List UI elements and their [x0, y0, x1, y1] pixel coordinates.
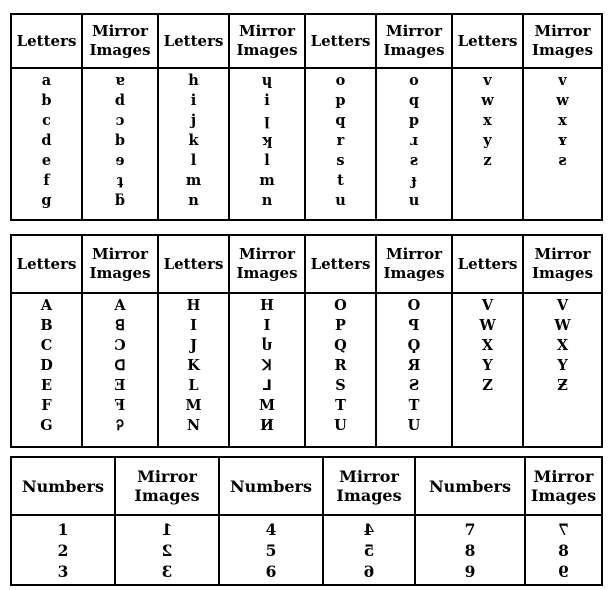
glyph: V: [556, 297, 569, 314]
cell-entry: [524, 316, 601, 336]
cell-entry: [377, 111, 451, 131]
glyph: b: [41, 92, 52, 109]
cell-entry: [230, 151, 304, 171]
glyph: a: [41, 72, 52, 89]
cell-entry: [230, 91, 304, 111]
numbers-column: [415, 515, 525, 585]
glyph: O: [407, 297, 421, 314]
mirror-column: [229, 68, 305, 220]
glyph: ꓷ: [114, 357, 126, 374]
glyph: u: [335, 192, 346, 209]
mirror-images-header: Mirror Images: [115, 457, 219, 515]
letters-header: Letters: [305, 14, 376, 68]
cell-entry: [416, 561, 524, 582]
cell-entry: [526, 561, 601, 582]
glyph: 8: [464, 541, 476, 560]
glyph: b: [114, 132, 126, 149]
cell-entry: [377, 131, 451, 151]
glyph: ⅃: [262, 377, 272, 394]
cell-entry: [12, 396, 81, 416]
cell-entry: [83, 151, 157, 171]
cell-entry: [12, 91, 81, 111]
letters-column: [452, 68, 523, 220]
glyph: H: [186, 297, 201, 314]
letters-column: [11, 293, 82, 447]
letters-header: Letters: [305, 235, 376, 293]
cell-entry: [12, 191, 81, 211]
cell-entry: [230, 191, 304, 211]
cell-entry: [12, 376, 81, 396]
glyph: ʏ: [557, 132, 568, 149]
cell-entry: [83, 191, 157, 211]
glyph: A: [114, 297, 126, 314]
glyph: W: [479, 317, 496, 334]
mirror-column: [523, 293, 602, 447]
numbers-column: [11, 515, 115, 585]
mirror-images-header: Mirror Images: [323, 457, 415, 515]
cell-entry: [306, 316, 375, 336]
mirror-images-header: Mirror Images: [376, 14, 452, 68]
glyph: 9: [464, 562, 476, 581]
cell-entry: [12, 519, 114, 540]
cell-entry: [453, 71, 522, 91]
mirror-images-header: Mirror Images: [525, 457, 602, 515]
cell-entry: [12, 561, 114, 582]
cell-entry: [524, 356, 601, 376]
cell-entry: [453, 91, 522, 111]
cell-entry: [83, 71, 157, 91]
cell-entry: [12, 171, 81, 191]
glyph: 3: [57, 562, 69, 581]
glyph: G: [40, 417, 53, 434]
mirror-column: [525, 515, 602, 585]
glyph: N: [186, 417, 201, 434]
cell-entry: [377, 191, 451, 211]
glyph: d: [41, 132, 52, 149]
glyph: n: [188, 192, 199, 209]
glyph: ƨ: [409, 152, 419, 169]
cell-entry: [377, 151, 451, 171]
cell-entry: [230, 416, 304, 436]
cell-entry: [230, 336, 304, 356]
mirror-images-header: Mirror Images: [82, 14, 158, 68]
glyph: Ϙ: [407, 337, 421, 354]
glyph: M: [258, 397, 276, 414]
glyph: n: [261, 192, 273, 209]
cell-entry: [306, 376, 375, 396]
glyph: ʇ: [116, 172, 124, 189]
letters-column: [158, 293, 229, 447]
glyph: W: [554, 317, 571, 334]
mirrored-glyph: 9: [558, 562, 569, 581]
cell-entry: [377, 316, 451, 336]
glyph: ɹ: [409, 132, 419, 149]
mirrored-glyph: 2: [161, 541, 173, 560]
mirror-column: [376, 68, 452, 220]
uppercase-table: [10, 234, 603, 448]
cell-entry: [83, 356, 157, 376]
cell-entry: [230, 356, 304, 376]
glyph: B: [40, 317, 53, 334]
mirrored-glyph: 7: [558, 520, 569, 539]
glyph: i: [264, 92, 270, 109]
glyph: o: [335, 72, 346, 89]
glyph: D: [40, 357, 53, 374]
cell-entry: [324, 540, 414, 561]
glyph: L: [188, 377, 199, 394]
glyph: I: [263, 317, 271, 334]
numbers-table: [10, 456, 603, 586]
cell-entry: [377, 376, 451, 396]
cell-entry: [230, 131, 304, 151]
cell-entry: [306, 151, 375, 171]
numbers-header: Numbers: [415, 457, 525, 515]
glyph: r: [336, 132, 345, 149]
cell-entry: [116, 561, 218, 582]
cell-entry: [159, 191, 228, 211]
cell-entry: [306, 191, 375, 211]
glyph: ꞁ: [264, 112, 270, 129]
cell-entry: [526, 519, 601, 540]
glyph: ɘ: [115, 152, 125, 169]
cell-entry: [524, 131, 601, 151]
glyph: Q: [334, 337, 347, 354]
cell-entry: [83, 316, 157, 336]
glyph: R: [334, 357, 347, 374]
mirror-column: [376, 293, 452, 447]
cell-entry: [83, 376, 157, 396]
glyph: S: [335, 377, 346, 394]
glyph: j: [190, 112, 197, 129]
cell-entry: [12, 336, 81, 356]
cell-entry: [159, 131, 228, 151]
glyph: ɟ: [411, 172, 417, 189]
numbers-header: Numbers: [11, 457, 115, 515]
cell-entry: [12, 131, 81, 151]
glyph: V: [481, 297, 494, 314]
glyph: T: [335, 397, 346, 414]
cell-entry: [83, 396, 157, 416]
mirrored-glyph: 5: [363, 541, 375, 560]
glyph: p: [335, 92, 346, 109]
mirrored-glyph: 4: [363, 520, 375, 539]
glyph: M: [185, 397, 202, 414]
glyph: I: [190, 317, 197, 334]
cell-entry: [83, 91, 157, 111]
glyph: 4: [265, 520, 277, 539]
cell-entry: [83, 416, 157, 436]
letters-header: Letters: [11, 14, 82, 68]
cell-entry: [12, 540, 114, 561]
numbers-header: Numbers: [219, 457, 323, 515]
cell-entry: [12, 71, 81, 91]
letters-column: [305, 68, 376, 220]
mirror-column: [523, 68, 602, 220]
glyph: Ⴑ: [261, 337, 273, 354]
uppercase-header-row: [11, 235, 602, 293]
cell-entry: [416, 540, 524, 561]
glyph: P: [335, 317, 346, 334]
cell-entry: [230, 111, 304, 131]
glyph: ƨ: [558, 152, 567, 169]
letters-header: Letters: [452, 14, 523, 68]
cell-entry: [220, 561, 322, 582]
glyph: U: [407, 417, 421, 434]
glyph: s: [336, 152, 345, 169]
cell-entry: [220, 540, 322, 561]
cell-entry: [12, 316, 81, 336]
glyph: ɐ: [115, 72, 125, 89]
cell-entry: [306, 111, 375, 131]
cell-entry: [453, 111, 522, 131]
cell-entry: [12, 416, 81, 436]
cell-entry: [377, 416, 451, 436]
glyph: K: [187, 357, 200, 374]
glyph: Ǝ: [114, 377, 126, 394]
lowercase-body-row: [11, 68, 602, 220]
glyph: u: [408, 192, 420, 209]
glyph: t: [337, 172, 344, 189]
glyph: 5: [265, 541, 277, 560]
mirror-column: [82, 68, 158, 220]
mirrored-glyph: 6: [363, 562, 375, 581]
mirror-images-header: Mirror Images: [523, 235, 602, 293]
cell-entry: [159, 151, 228, 171]
glyph: x: [558, 112, 567, 129]
cell-entry: [453, 131, 522, 151]
numbers-header-row: [11, 457, 602, 515]
cell-entry: [306, 416, 375, 436]
cell-entry: [524, 296, 601, 316]
glyph: c: [42, 112, 51, 129]
cell-entry: [377, 91, 451, 111]
cell-entry: [230, 376, 304, 396]
glyph: l: [190, 152, 197, 169]
cell-entry: [524, 111, 601, 131]
cell-entry: [377, 296, 451, 316]
cell-entry: [83, 171, 157, 191]
cell-entry: [159, 416, 228, 436]
cell-entry: [83, 131, 157, 151]
cell-entry: [306, 91, 375, 111]
cell-entry: [116, 540, 218, 561]
cell-entry: [377, 336, 451, 356]
glyph: ʞ: [261, 132, 273, 149]
mirror-column: [115, 515, 219, 585]
cell-entry: [416, 519, 524, 540]
glyph: H: [260, 297, 274, 314]
mirror-column: [82, 293, 158, 447]
glyph: g: [41, 192, 52, 209]
glyph: e: [41, 152, 52, 169]
glyph: h: [188, 72, 199, 89]
letters-header: Letters: [11, 235, 82, 293]
glyph: q: [335, 112, 346, 129]
glyph: C: [40, 337, 53, 354]
cell-entry: [453, 151, 522, 171]
mirror-images-header: Mirror Images: [376, 235, 452, 293]
cell-entry: [159, 336, 228, 356]
cell-entry: [159, 296, 228, 316]
cell-entry: [12, 111, 81, 131]
mirror-column: [229, 293, 305, 447]
cell-entry: [453, 316, 522, 336]
cell-entry: [306, 336, 375, 356]
glyph: И: [260, 417, 274, 434]
cell-entry: [306, 71, 375, 91]
mirrored-glyph: 1: [161, 520, 173, 539]
cell-entry: [83, 296, 157, 316]
cell-entry: [116, 519, 218, 540]
glyph: A: [40, 297, 53, 314]
cell-entry: [377, 171, 451, 191]
cell-entry: [159, 396, 228, 416]
lowercase-table: [10, 13, 603, 221]
lowercase-header-row: [11, 14, 602, 68]
glyph: T: [408, 397, 420, 414]
glyph: z: [483, 152, 492, 169]
cell-entry: [83, 111, 157, 131]
glyph: ɥ: [261, 72, 273, 89]
cell-entry: [377, 71, 451, 91]
glyph: q: [408, 92, 420, 109]
glyph: ꓘ: [262, 357, 272, 374]
glyph: Y: [482, 357, 493, 374]
glyph: Ƨ: [408, 377, 420, 394]
glyph: i: [190, 92, 197, 109]
cell-entry: [306, 356, 375, 376]
glyph: v: [558, 72, 567, 89]
glyph: X: [481, 337, 494, 354]
glyph: f: [43, 172, 50, 189]
glyph: Z: [482, 377, 493, 394]
glyph: J: [190, 337, 197, 354]
letters-header: Letters: [158, 235, 229, 293]
glyph: o: [409, 72, 419, 89]
cell-entry: [159, 71, 228, 91]
cell-entry: [377, 396, 451, 416]
cell-entry: [12, 356, 81, 376]
cell-entry: [159, 171, 228, 191]
glyph: 7: [464, 520, 476, 539]
mirrored-glyph: 3: [161, 562, 173, 581]
cell-entry: [12, 151, 81, 171]
cell-entry: [524, 336, 601, 356]
glyph: Ɔ: [114, 337, 126, 354]
glyph: 6: [265, 562, 277, 581]
cell-entry: [12, 296, 81, 316]
cell-entry: [220, 519, 322, 540]
glyph: Ꭾ: [116, 417, 124, 434]
cell-entry: [453, 356, 522, 376]
glyph: x: [483, 112, 492, 129]
cell-entry: [453, 336, 522, 356]
cell-entry: [306, 396, 375, 416]
cell-entry: [324, 519, 414, 540]
glyph: w: [556, 92, 569, 109]
mirrored-glyph: 8: [558, 541, 569, 560]
cell-entry: [453, 376, 522, 396]
letters-column: [158, 68, 229, 220]
mirror-images-header: Mirror Images: [523, 14, 602, 68]
cell-entry: [159, 91, 228, 111]
cell-entry: [159, 356, 228, 376]
numbers-body-row: [11, 515, 602, 585]
glyph: X: [556, 337, 569, 354]
glyph: ƃ: [114, 192, 126, 209]
cell-entry: [230, 296, 304, 316]
cell-entry: [306, 171, 375, 191]
glyph: 1: [57, 520, 69, 539]
cell-entry: [230, 396, 304, 416]
uppercase-body-row: [11, 293, 602, 447]
glyph: ꓭ: [115, 317, 125, 334]
letters-header: Letters: [452, 235, 523, 293]
cell-entry: [524, 151, 601, 171]
cell-entry: [324, 561, 414, 582]
cell-entry: [453, 296, 522, 316]
glyph: E: [40, 377, 53, 394]
letters-header: Letters: [158, 14, 229, 68]
cell-entry: [306, 296, 375, 316]
cell-entry: [524, 91, 601, 111]
cell-entry: [524, 71, 601, 91]
cell-entry: [159, 111, 228, 131]
letters-column: [305, 293, 376, 447]
mirror-column: [323, 515, 415, 585]
cell-entry: [524, 376, 601, 396]
cell-entry: [526, 540, 601, 561]
glyph: Я: [407, 357, 421, 374]
cell-entry: [230, 171, 304, 191]
cell-entry: [159, 376, 228, 396]
glyph: v: [483, 72, 492, 89]
cell-entry: [230, 316, 304, 336]
glyph: ꟻ: [114, 397, 126, 414]
glyph: 2: [57, 541, 69, 560]
cell-entry: [306, 131, 375, 151]
letters-column: [452, 293, 523, 447]
mirror-images-header: Mirror Images: [82, 235, 158, 293]
glyph: y: [483, 132, 492, 149]
glyph: ɔ: [115, 112, 125, 129]
glyph: p: [408, 112, 420, 129]
cell-entry: [377, 356, 451, 376]
cell-entry: [83, 336, 157, 356]
glyph: Ƶ: [557, 377, 568, 394]
numbers-column: [219, 515, 323, 585]
glyph: m: [259, 172, 275, 189]
cell-entry: [230, 71, 304, 91]
glyph: U: [334, 417, 347, 434]
letters-column: [11, 68, 82, 220]
cell-entry: [159, 316, 228, 336]
glyph: ꟼ: [408, 317, 420, 334]
glyph: O: [334, 297, 347, 314]
mirror-images-header: Mirror Images: [229, 235, 305, 293]
glyph: l: [264, 152, 270, 169]
mirror-images-header: Mirror Images: [229, 14, 305, 68]
glyph: d: [114, 92, 126, 109]
glyph: Y: [557, 357, 568, 374]
glyph: w: [481, 92, 494, 109]
glyph: m: [185, 172, 202, 189]
glyph: k: [188, 132, 199, 149]
glyph: F: [41, 397, 52, 414]
